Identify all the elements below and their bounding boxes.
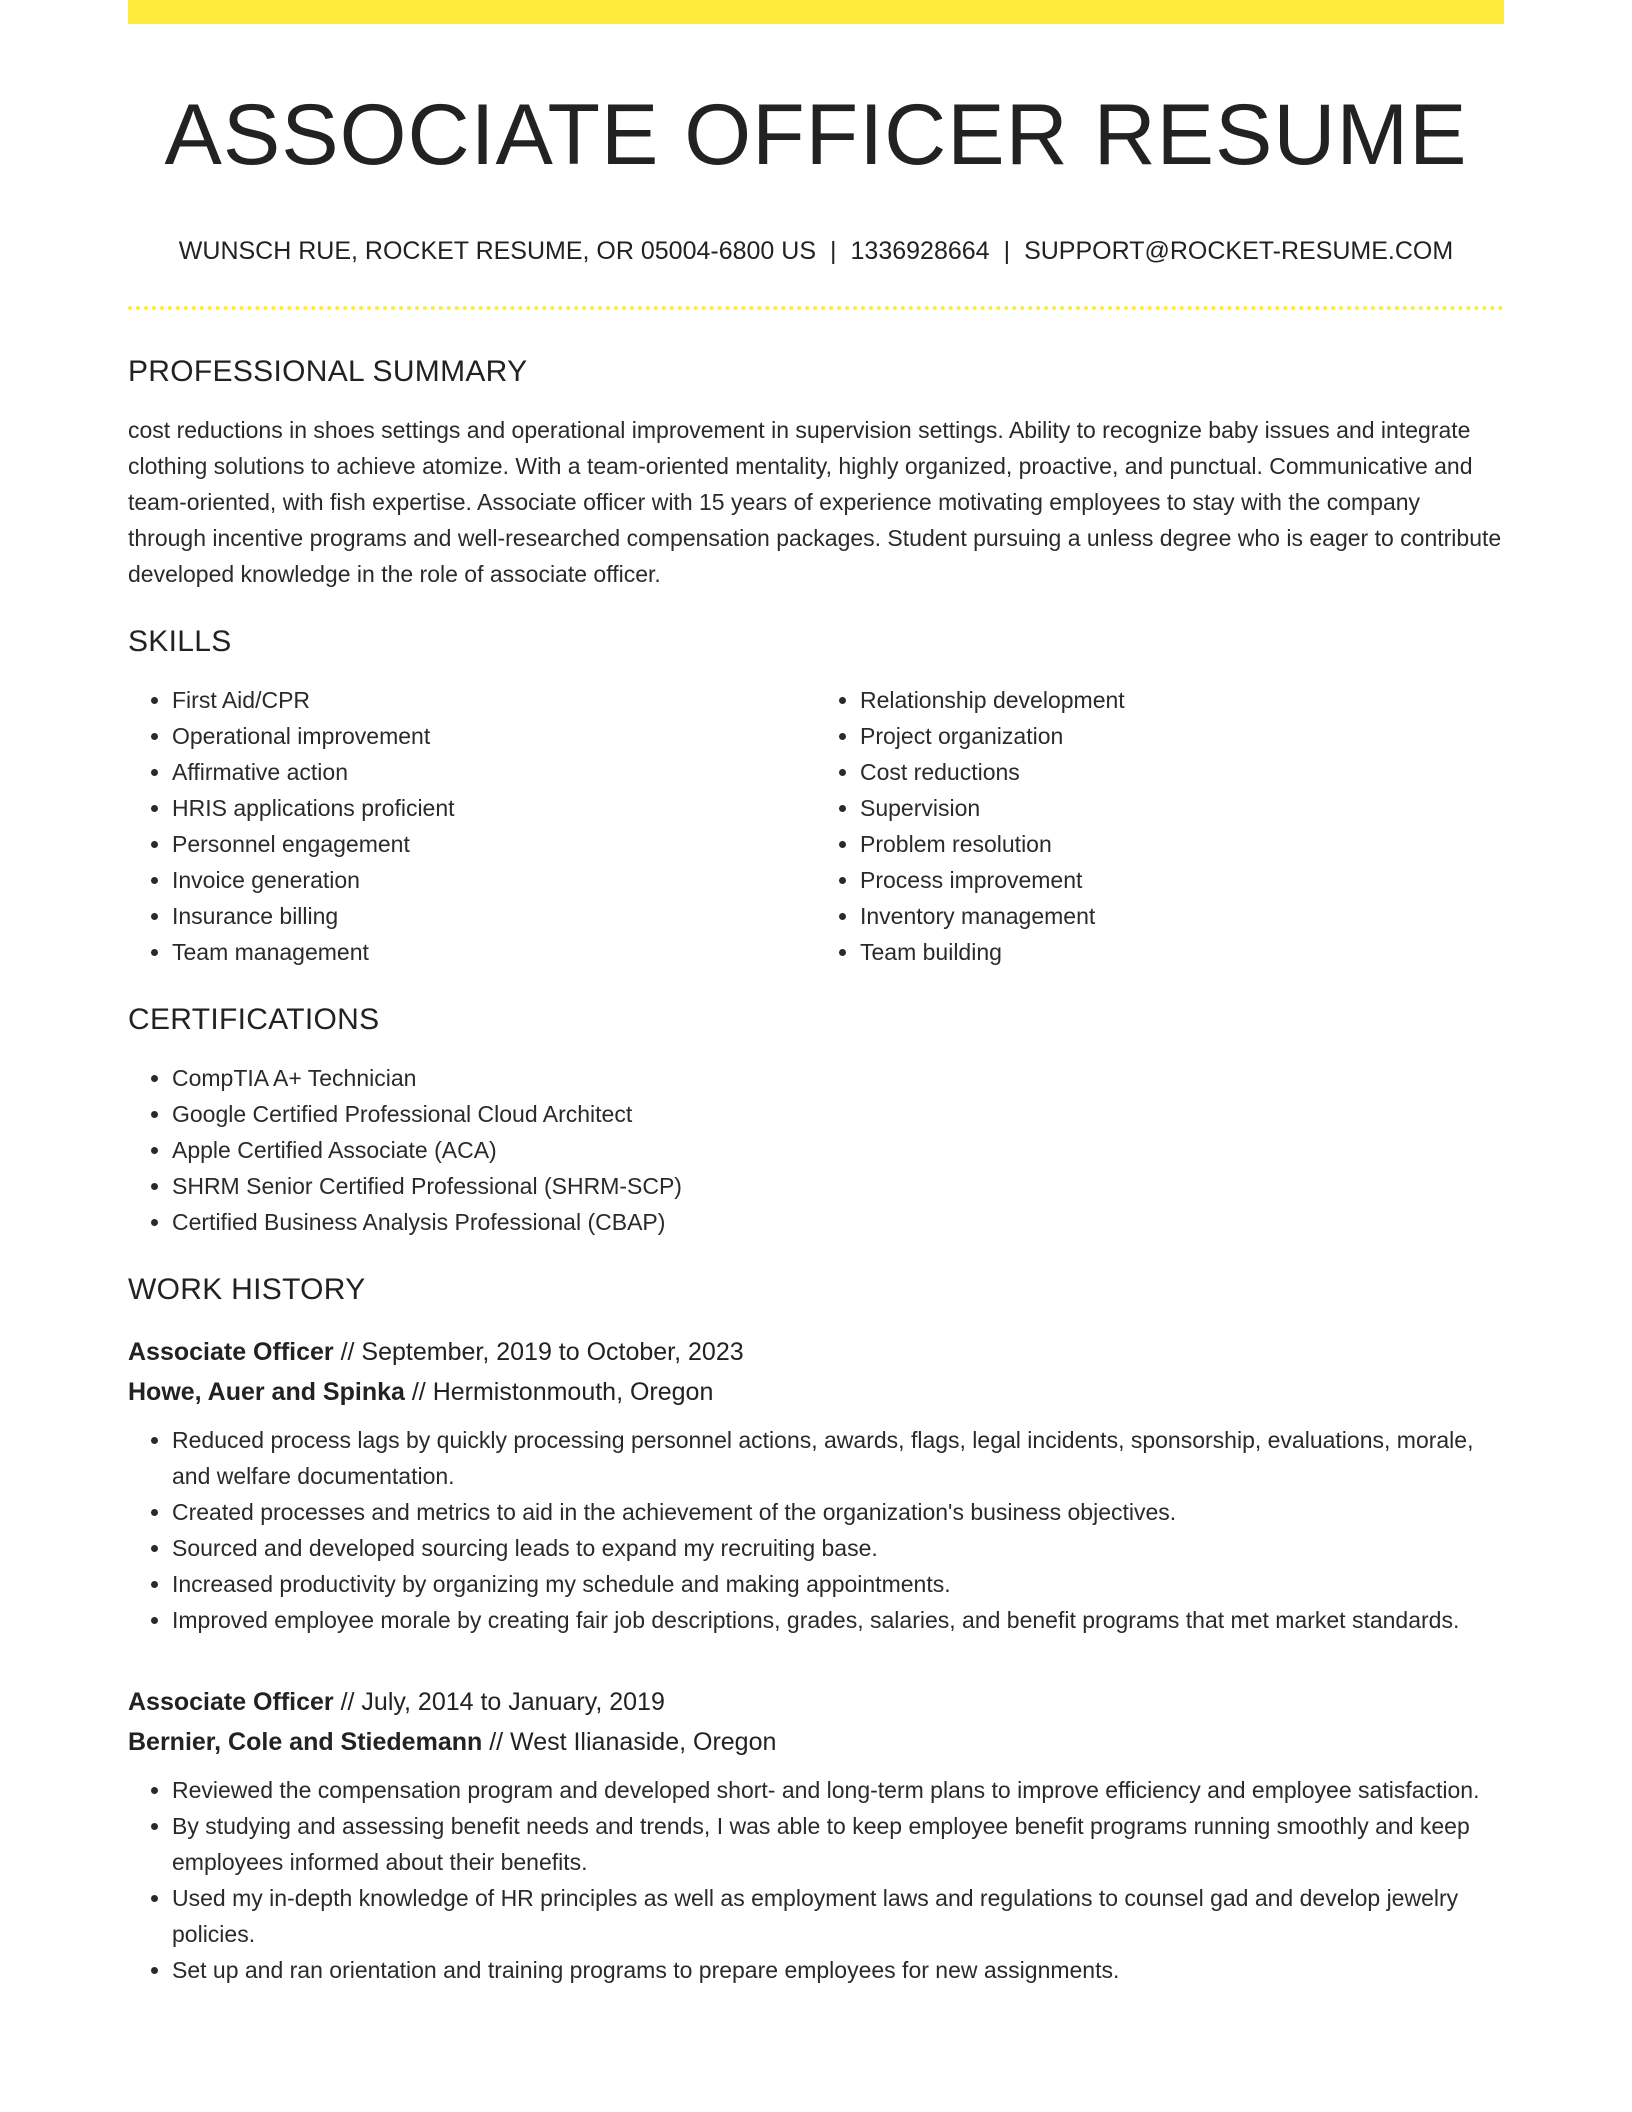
contact-address: WUNSCH RUE, ROCKET RESUME, OR 05004-6800 US bbox=[178, 237, 817, 266]
resume-title: ASSOCIATE OFFICER RESUME bbox=[164, 87, 1468, 183]
certifications-heading: CERTIFICATIONS bbox=[128, 1002, 380, 1036]
certification-item: • CompTIA A+ Technician bbox=[172, 1060, 1504, 1096]
contact-phone: 1336928664 bbox=[850, 237, 990, 266]
job-dates: // July, 2014 to January, 2019 bbox=[333, 1687, 665, 1716]
job-duty-item: • Sourced and developed sourcing leads to expand my recruiting base. bbox=[172, 1530, 1504, 1566]
job-duty-item: • Used my in-depth knowledge of HR principles as well as employment laws and regulations to counsel gad and develop jewelry policies. bbox=[172, 1880, 1504, 1952]
skill-item: • Insurance billing bbox=[172, 898, 816, 934]
certification-item: • Apple Certified Associate (ACA) bbox=[172, 1132, 1504, 1168]
skill-item: • Invoice generation bbox=[172, 862, 816, 898]
contact-separator: | bbox=[1003, 237, 1011, 266]
job-company: Bernier, Cole and Stiedemann bbox=[128, 1727, 483, 1756]
job-duties-list bbox=[128, 1772, 1504, 1988]
skill-item: • Personnel engagement bbox=[172, 826, 816, 862]
skill-item: • Affirmative action bbox=[172, 754, 816, 790]
skills-list-right bbox=[816, 682, 1504, 970]
job-duty-item: • Reviewed the compensation program and developed short- and long-term plans to improve efficiency and employee satisfaction. bbox=[172, 1772, 1504, 1808]
contact-separator: | bbox=[830, 237, 837, 266]
accent-top-bar bbox=[128, 0, 1504, 24]
skills-section bbox=[128, 624, 1504, 970]
summary-text: cost reductions in shoes settings and operational improvement in supervision settings. Ability to recognize baby issues and integrate clothing solutions to achieve atomize. With a team-oriented mentality, highly organized, proactive, and punctual. Communicative and team-oriented, with fish expertise. Associate officer with 15 years of experience motivating employees to stay with the company through incentive programs and well-researched compensation packages. Student pursuing a unless degree who is eager to contribute developed knowledge in the role of associate officer. bbox=[128, 416, 1502, 587]
skill-item: • Problem resolution bbox=[860, 826, 1504, 862]
certification-item: • Google Certified Professional Cloud Architect bbox=[172, 1096, 1504, 1132]
job-company-line bbox=[128, 1372, 1504, 1412]
skill-item: • Inventory management bbox=[860, 898, 1504, 934]
certification-item: • SHRM Senior Certified Professional (SHRM-SCP) bbox=[172, 1168, 1504, 1204]
skill-item: • Project organization bbox=[860, 718, 1504, 754]
skill-item: • Team building bbox=[860, 934, 1504, 970]
work-history-section bbox=[128, 1272, 1504, 1988]
job-company: Howe, Auer and Spinka bbox=[128, 1377, 405, 1406]
contact-line bbox=[128, 235, 1504, 268]
skill-item: • Team management bbox=[172, 934, 816, 970]
job-duty-item: • Reduced process lags by quickly processing personnel actions, awards, flags, legal incidents, sponsorship, evaluations, morale, and welfare documentation. bbox=[172, 1422, 1504, 1494]
job-duties-list bbox=[128, 1422, 1504, 1638]
skills-list-left bbox=[128, 682, 816, 970]
job-location: // Hermistonmouth, Oregon bbox=[404, 1377, 714, 1406]
skills-columns bbox=[128, 682, 1504, 970]
job-entry bbox=[128, 1332, 1504, 1638]
job-duty-item: • Created processes and metrics to aid in the achievement of the organization's business objectives. bbox=[172, 1494, 1504, 1530]
skills-heading: SKILLS bbox=[128, 624, 232, 658]
job-title: Associate Officer bbox=[128, 1337, 334, 1366]
dotted-divider bbox=[128, 306, 1504, 310]
job-company-line bbox=[128, 1722, 1504, 1762]
contact-email: SUPPORT@ROCKET-RESUME.COM bbox=[1024, 237, 1454, 266]
summary-heading: PROFESSIONAL SUMMARY bbox=[128, 354, 528, 388]
job-title-line bbox=[128, 1332, 1504, 1372]
skill-item: • Cost reductions bbox=[860, 754, 1504, 790]
job-entry bbox=[128, 1682, 1504, 1988]
certification-item: • Certified Business Analysis Professional (CBAP) bbox=[172, 1204, 1504, 1240]
job-duty-item: • Increased productivity by organizing my schedule and making appointments. bbox=[172, 1566, 1504, 1602]
work-history-heading: WORK HISTORY bbox=[128, 1272, 366, 1306]
certifications-list bbox=[128, 1060, 1504, 1240]
resume-page bbox=[128, 0, 1504, 1988]
skill-item: • First Aid/CPR bbox=[172, 682, 816, 718]
skill-item: • Supervision bbox=[860, 790, 1504, 826]
job-title-line bbox=[128, 1682, 1504, 1722]
job-duty-item: • Improved employee morale by creating fair job descriptions, grades, salaries, and benefit programs that met market standards. bbox=[172, 1602, 1504, 1638]
job-duty-item: • Set up and ran orientation and training programs to prepare employees for new assignments. bbox=[172, 1952, 1504, 1988]
job-title: Associate Officer bbox=[128, 1687, 334, 1716]
job-location: // West Ilianaside, Oregon bbox=[482, 1727, 777, 1756]
summary-section bbox=[128, 354, 1504, 592]
skill-item: • Process improvement bbox=[860, 862, 1504, 898]
certifications-section bbox=[128, 1002, 1504, 1240]
skill-item: • Relationship development bbox=[860, 682, 1504, 718]
job-dates: // September, 2019 to October, 2023 bbox=[333, 1337, 744, 1366]
skill-item: • Operational improvement bbox=[172, 718, 816, 754]
skill-item: • HRIS applications proficient bbox=[172, 790, 816, 826]
job-duty-item: • By studying and assessing benefit needs and trends, I was able to keep employee benefit programs running smoothly and keep employees informed about their benefits. bbox=[172, 1808, 1504, 1880]
